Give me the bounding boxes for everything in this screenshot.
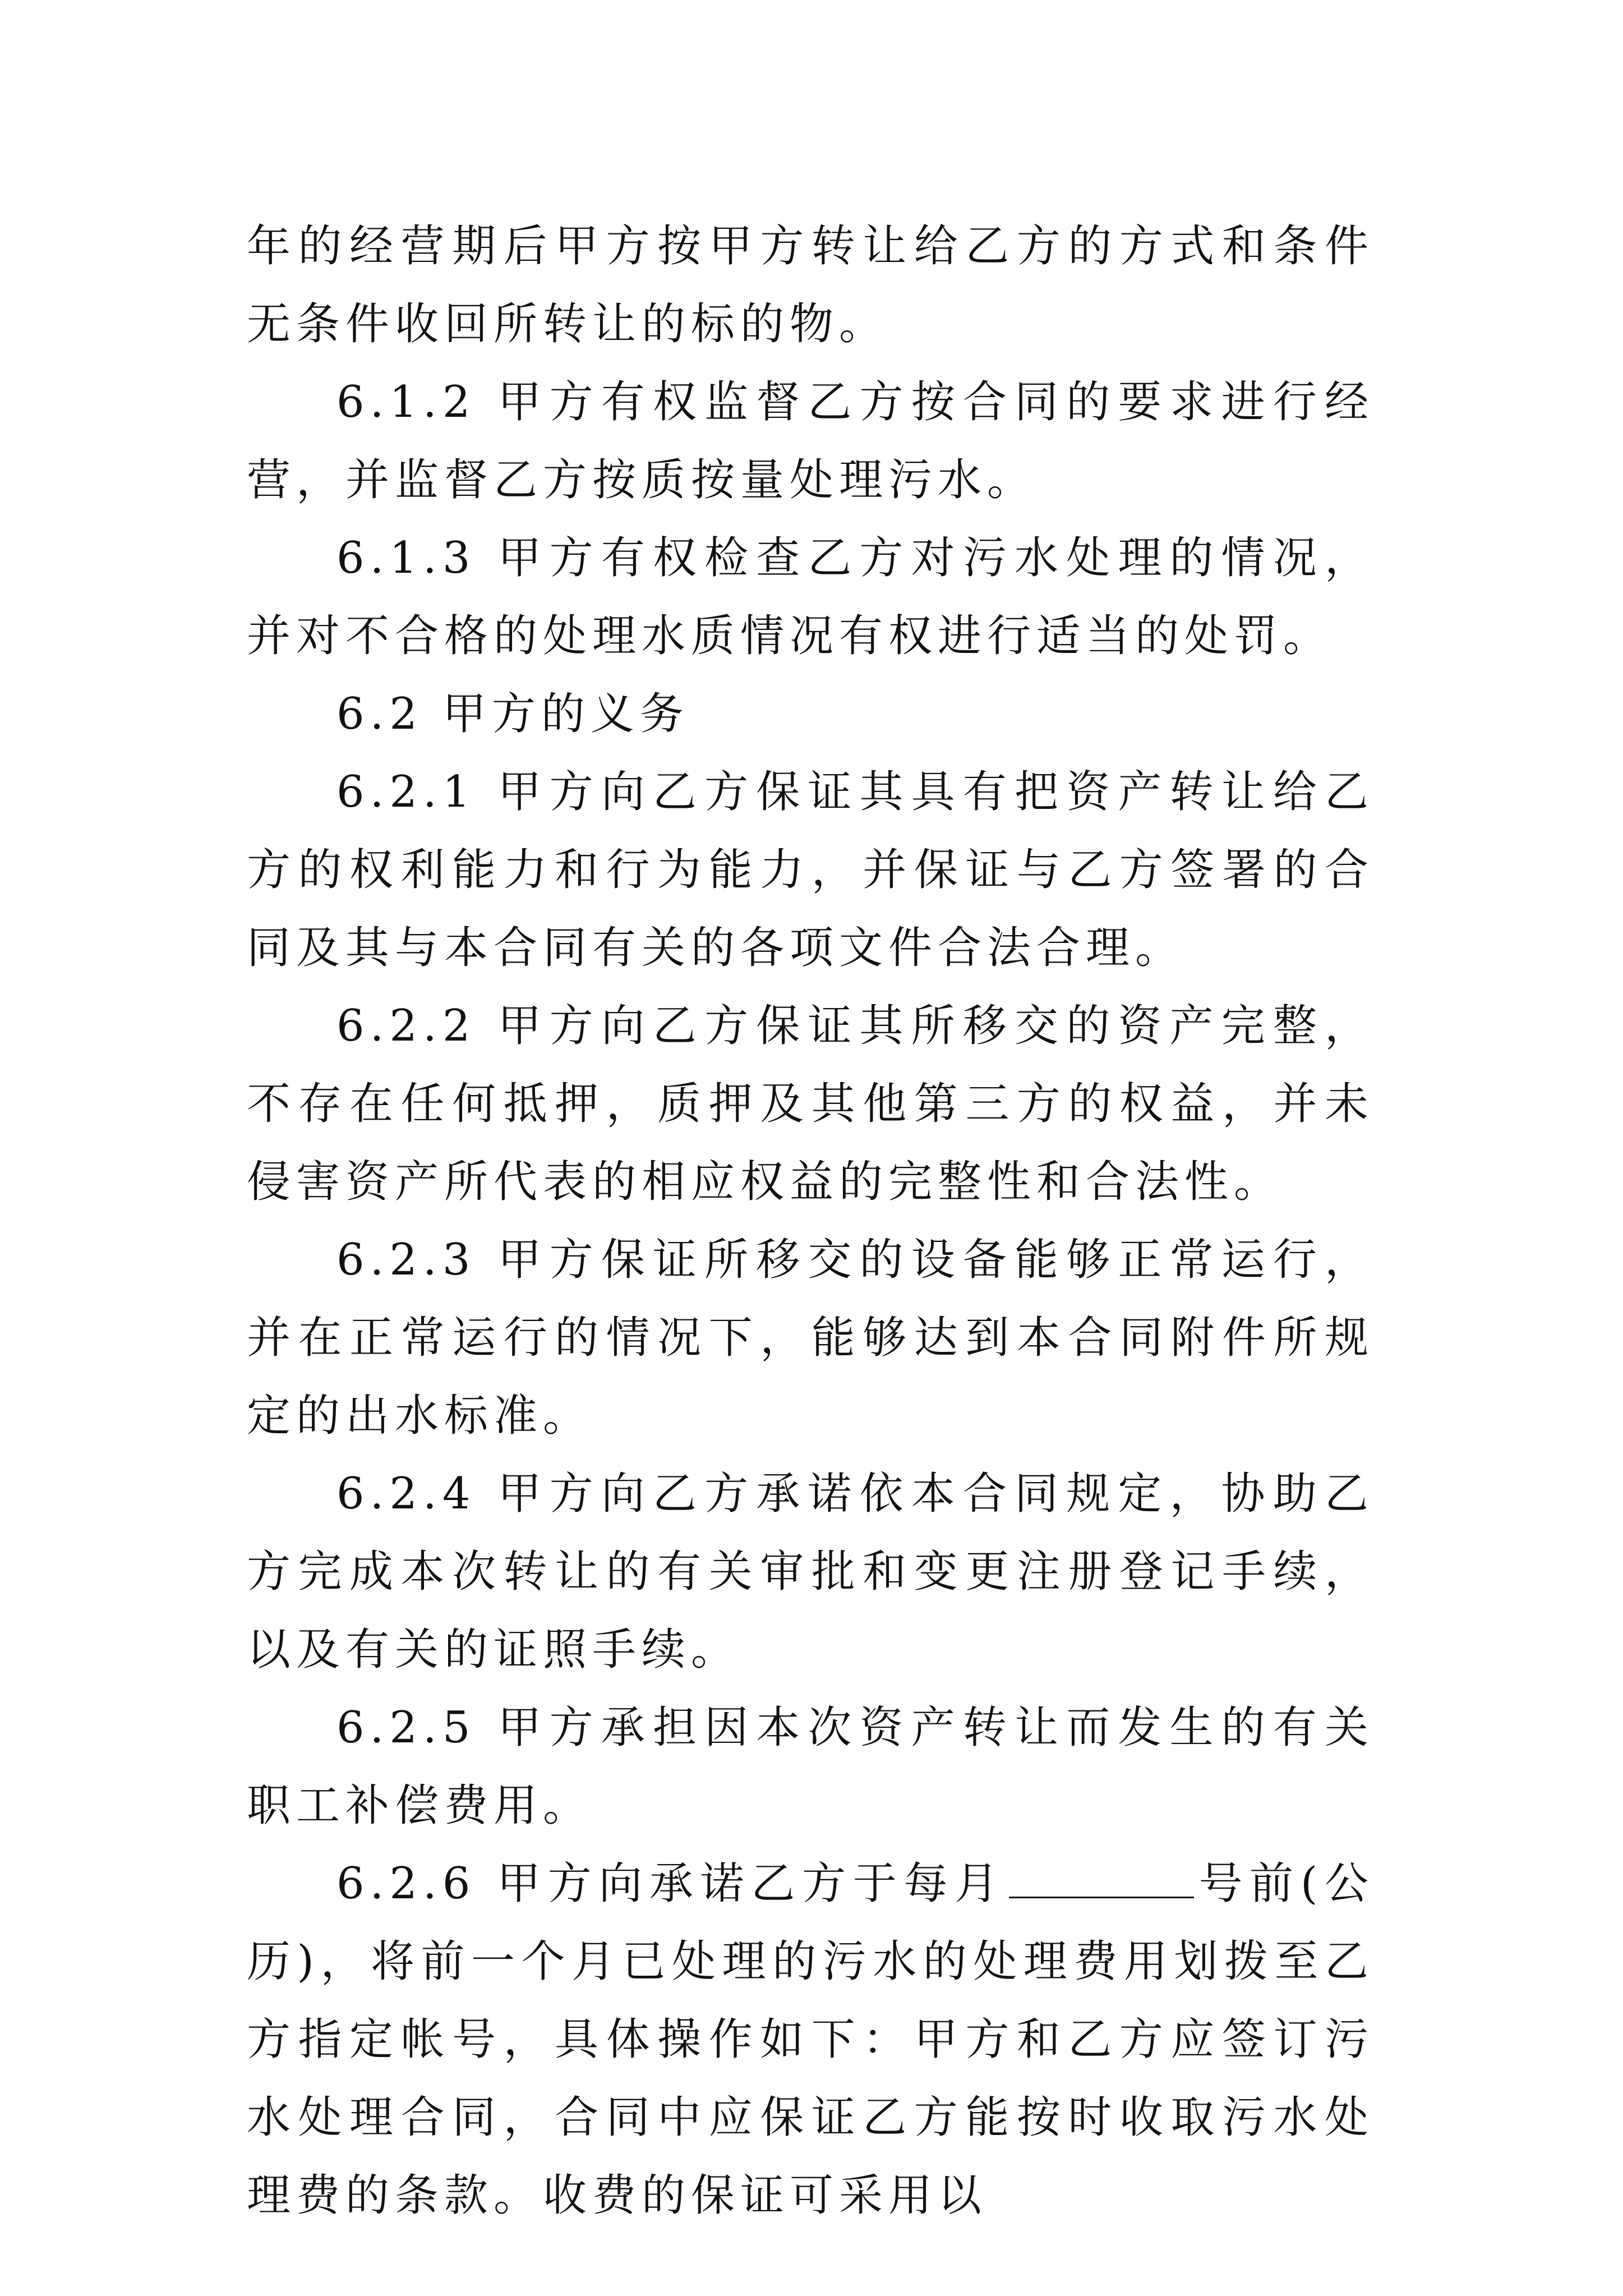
paragraph-6-1-2: 6.1.2 甲方有权监督乙方按合同的要求进行经营，并监督乙方按质按量处理污水。: [247, 377, 1374, 505]
document-body: [247, 208, 1374, 2235]
paragraph-6-2-1: 6.2.1 甲方向乙方保证其具有把资产转让给乙方的权利能力和行为能力，并保证与乙方签署的合同及其与本合同有关的各项文件合法合理。: [247, 767, 1374, 973]
paragraph-6-2-5: 6.2.5 甲方承担因本次资产转让而发生的有关职工补偿费用。: [247, 1703, 1374, 1831]
paragraph-continuation: 年的经营期后甲方按甲方转让给乙方的方式和条件无条件收回所转让的标的物。: [247, 221, 1374, 349]
paragraph-6-2-2: 6.2.2 甲方向乙方保证其所移交的资产完整，不存在任何抵押，质押及其他第三方的权益，并未侵害资产所代表的相应权益的完整性和合法性。: [247, 1001, 1374, 1207]
section-heading-6-2: 6.2 甲方的义务: [336, 689, 689, 739]
paragraph-6-2-6-rest: 号前(公历)，将前一个月已处理的污水的处理费用划拨至乙方指定帐号，具体操作如下：甲方和乙方应签订污水处理合同，合同中应保证乙方能按时收取污水处理费的条款。收费的保证可采用以: [247, 1858, 1374, 2221]
paragraph-6-1-3: 6.1.3 甲方有权检查乙方对污水处理的情况，并对不合格的处理水质情况有权进行适当的处罚。: [247, 533, 1374, 661]
paragraph-6-2-4: 6.2.4 甲方向乙方承诺依本合同规定，协助乙方完成本次转让的有关审批和变更注册登记手续，以及有关的证照手续。: [247, 1469, 1374, 1675]
paragraph-6-2-3: 6.2.3 甲方保证所移交的设备能够正常运行，并在正常运行的情况下，能够达到本合同附件所规定的出水标准。: [247, 1235, 1374, 1441]
paragraph-6-2-6: [247, 1845, 1374, 2235]
paragraph-6-2-6-lead: 6.2.6 甲方向承诺乙方于每月: [336, 1858, 1006, 1909]
fill-in-blank-day: [1009, 1857, 1194, 1898]
